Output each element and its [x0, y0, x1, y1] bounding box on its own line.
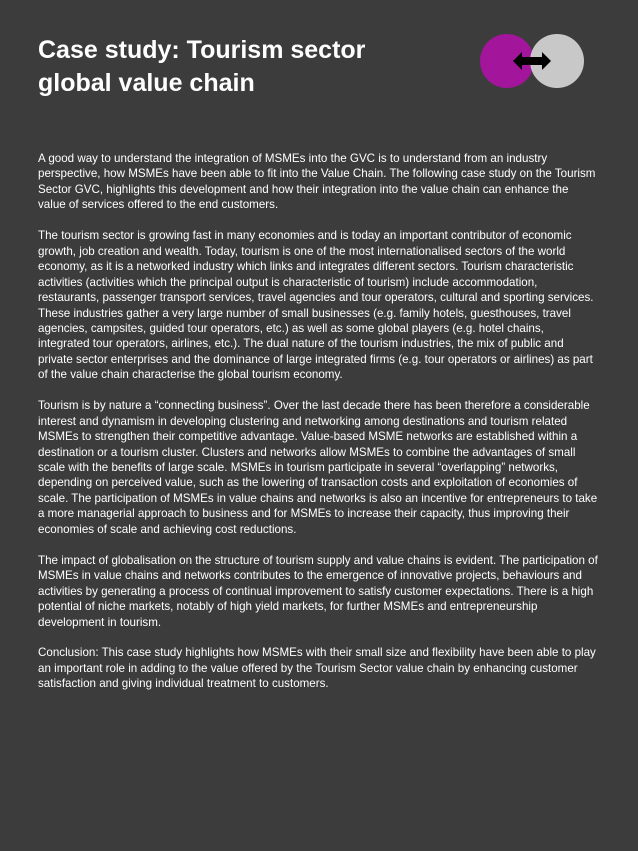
paragraph-connecting-business: Tourism is by nature a “connecting business”. Over the last decade there has been therefore a considerable interest and dynamism in developing clustering and networking among destinations and tourism related MSMEs to strengthen their competitive advantage. Value-based MSME networks are established within a destination or a tourism cluster. Clusters and networks allow MSMEs to combine the advantages of small scale with the benefits of large scale. MSMEs in tourism participate in several “overlapping” networks, depending on perceived value, such as the lowering of transaction costs and exploitation of economies of scale. The participation of MSMEs in value chains and networks is also an incentive for entrepreneurs to take a more managerial approach to business and for MSMEs to increase their capacity, thus improving their economies of scale and achieving cost reductions.: [38, 399, 598, 536]
double-arrow-icon: [480, 34, 584, 88]
paragraph-intro: A good way to understand the integration of MSMEs into the GVC is to understand from an industry perspective, how MSMEs have been able to fit into the Value Chain. The following case study on the Tourism Sector GVC, highlights this development and how their integration into the value chain can enhance the value of services offered to the end customers.: [38, 152, 596, 212]
title-line-2: global value chain: [38, 69, 255, 97]
paragraph-tourism-growth: The tourism sector is growing fast in many economies and is today an important contributor of economic growth, job creation and wealth. Today, tourism is one of the most internationalised sectors of the world economy, as it is a networked industry which links and integrates different sectors. Tourism characteristic activities (activities which the principal output is characteristic of tourism) include accommodation, restaurants, passenger transport services, travel agencies and tour operators, cultural and sporting services. These industries gather a very large number of small businesses (e.g. family hotels, guesthouses, travel agencies, campsites, guided tour operators, etc.) as well as some global players (e.g. hotel chains, integrated tour operators, airlines, etc.). The dual nature of the tourism industries, the mix of public and private sector enterprises and the dominance of large integrated firms (e.g. tour operators or airlines) as part of the value chain characterise the global tourism economy.: [38, 229, 594, 382]
page-title: [38, 34, 458, 100]
title-line-1: Case study: Tourism sector: [38, 36, 366, 64]
logo: [480, 34, 584, 88]
case-study-body: [38, 151, 598, 692]
paragraph-conclusion: Conclusion: This case study highlights how MSMEs with their small size and flexibility have been able to play an important role in adding to the value offered by the Tourism Sector value chain by enhancing customer satisfaction and giving individual treatment to customers.: [38, 646, 596, 691]
paragraph-globalisation-impact: The impact of globalisation on the structure of tourism supply and value chains is evident. The participation of MSMEs in value chains and networks contributes to the emergence of innovative projects, behaviours and activities by generating a process of continual improvement to satisfy customer expectations. There is a high potential of niche markets, notably of high yield markets, for further MSMEs and entrepreneurship development in tourism.: [38, 553, 598, 629]
